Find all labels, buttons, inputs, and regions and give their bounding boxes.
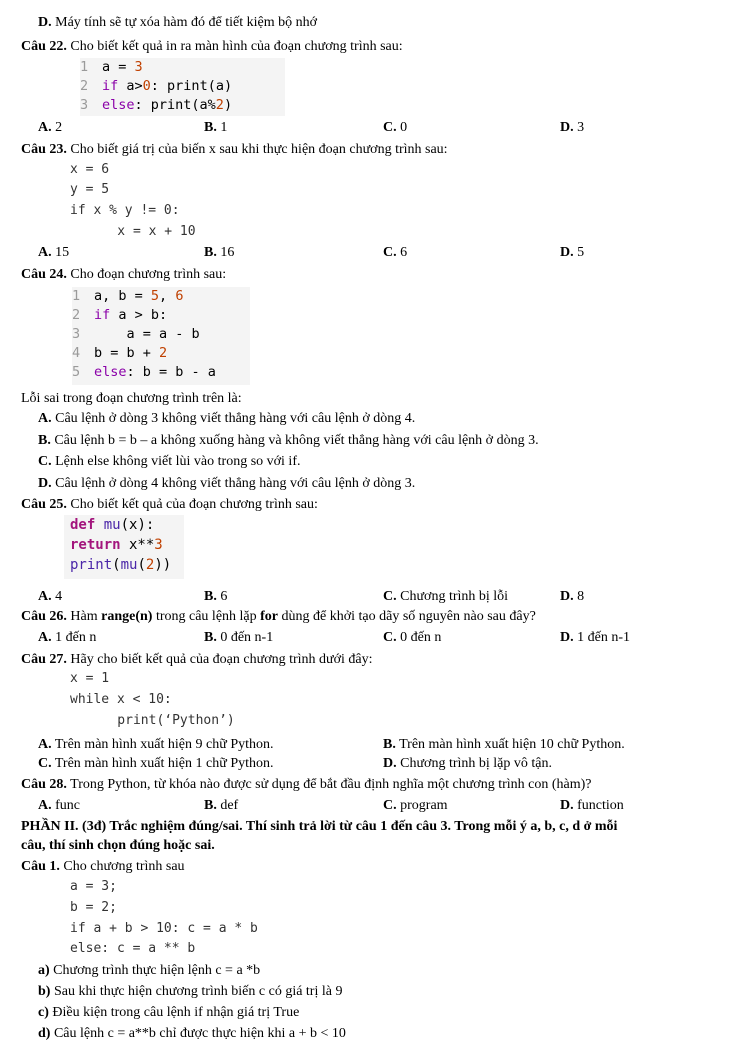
question-label: Câu 26. — [21, 609, 67, 624]
question-text: Hãy cho biết kết quả của đoạn chương trình dưới đây: — [70, 652, 373, 667]
q25-option-a: A. 4 — [38, 589, 63, 604]
code-line: 4 b = b + 2 — [72, 345, 168, 361]
code-line: while x < 10: — [70, 692, 172, 707]
code-line: print(‘Python’) — [86, 713, 235, 728]
question-26: Câu 26. Hàm range(n) trong câu lệnh lặp for dùng để khởi tạo dãy số nguyên nào sau đây? — [21, 609, 536, 624]
code-line: 1 a, b = 5, 6 — [72, 288, 184, 304]
question-23 — [21, 142, 448, 158]
q23-option-d: D. 5 — [560, 245, 585, 260]
question-22 — [21, 39, 403, 55]
code-line: 3 else: print(a%2) — [80, 97, 233, 113]
code-line: b = 2; — [70, 900, 117, 915]
question-27 — [21, 652, 373, 668]
p2q1-item-a: a) Chương trình thực hiện lệnh c = a *b — [38, 963, 261, 978]
q27-option-d: D. Chương trình bị lặp vô tận. — [383, 756, 552, 771]
q27-option-a: A. Trên màn hình xuất hiện 9 chữ Python. — [38, 737, 274, 752]
question-label: Câu 1. — [21, 859, 60, 874]
question-text: Cho biết giá trị của biến x sau khi thực hiện đoạn chương trình sau: — [70, 142, 448, 157]
q23-option-a: A. 15 — [38, 245, 70, 260]
q26-option-a: A. 1 đến n — [38, 630, 97, 645]
q26-option-c: C. 0 đến n — [383, 630, 442, 645]
code-block-q22 — [80, 58, 285, 116]
code-line: x = x + 10 — [86, 224, 196, 239]
option-letter: D. — [38, 15, 52, 30]
q22-option-c: C. 0 — [383, 120, 408, 135]
code-line: print(mu(2)) — [70, 557, 172, 573]
q24-option-b: B. Câu lệnh b = b – a không xuống hàng và không viết thẳng hàng với câu lệnh ở dòng 3. — [38, 433, 539, 448]
q21-option-d — [38, 15, 317, 31]
code-block-q24 — [72, 287, 250, 385]
option-text: Máy tính sẽ tự xóa hàm đó để tiết kiệm bộ nhớ — [55, 15, 318, 30]
q26-option-d: D. 1 đến n-1 — [560, 630, 631, 645]
code-line: x = 6 — [70, 162, 110, 177]
q26-option-b: B. 0 đến n-1 — [204, 630, 274, 645]
q23-option-c: C. 6 — [383, 245, 408, 260]
code-line: 1 a = 3 — [80, 59, 143, 75]
code-line: else: c = a ** b — [70, 941, 196, 956]
part2-question-1 — [21, 859, 185, 875]
q28-option-b: B. def — [204, 798, 239, 813]
p2q1-item-d: d) Câu lệnh c = a**b chỉ được thực hiện khi a + b < 10 — [38, 1026, 346, 1041]
question-28 — [21, 777, 592, 793]
code-line: if a + b > 10: c = a * b — [70, 921, 258, 936]
question-label: Câu 27. — [21, 652, 67, 667]
question-text: Trong Python, từ khóa nào được sử dụng để bắt đầu định nghĩa một chương trình con (hàm)? — [70, 777, 592, 792]
question-text: Cho đoạn chương trình sau: — [70, 267, 227, 282]
code-line: return x**3 — [70, 537, 163, 553]
q24-option-a: A. Câu lệnh ở dòng 3 không viết thẳng hàng với câu lệnh ở dòng 4. — [38, 411, 416, 426]
code-block-q25 — [64, 515, 184, 579]
question-text: Cho chương trình sau — [63, 859, 185, 874]
question-text: Cho biết kết quả in ra màn hình của đoạn chương trình sau: — [70, 39, 403, 54]
code-line: 5 else: b = b - a — [72, 364, 216, 380]
question-label: Câu 24. — [21, 267, 67, 282]
question-label: Câu 23. — [21, 142, 67, 157]
code-line: x = 1 — [70, 671, 110, 686]
q24-option-c: C. Lệnh else không viết lùi vào trong so với if. — [38, 454, 301, 469]
code-line: a = 3; — [70, 879, 117, 894]
question-label: Câu 22. — [21, 39, 67, 54]
q25-option-d: D. 8 — [560, 589, 585, 604]
code-line: 3 a = a - b — [72, 326, 200, 342]
q22-option-d: D. 3 — [560, 120, 585, 135]
q23-option-b: B. 16 — [204, 245, 235, 260]
p2q1-item-c: c) Điều kiện trong câu lệnh if nhận giá trị True — [38, 1005, 300, 1020]
p2q1-item-b: b) Sau khi thực hiện chương trình biến c có giá trị là 9 — [38, 984, 343, 999]
question-text: Cho biết kết quả của đoạn chương trình sau: — [70, 497, 318, 512]
question-label: Câu 28. — [21, 777, 67, 792]
q28-option-c: C. program — [383, 798, 448, 813]
q24-prompt: Lỗi sai trong đoạn chương trình trên là: — [21, 391, 242, 406]
q25-option-b: B. 6 — [204, 589, 228, 604]
part2-title-cont: câu, thí sinh chọn đúng hoặc sai. — [21, 838, 215, 853]
question-label: Câu 25. — [21, 497, 67, 512]
code-line: y = 5 — [70, 182, 110, 197]
q25-option-c: C. Chương trình bị lỗi — [383, 589, 509, 604]
code-line: 2 if a>0: print(a) — [80, 78, 233, 94]
q22-option-b: B. 1 — [204, 120, 228, 135]
q27-option-b: B. Trên màn hình xuất hiện 10 chữ Python. — [383, 737, 625, 752]
q24-option-d: D. Câu lệnh ở dòng 4 không viết thẳng hàng với câu lệnh ở dòng 3. — [38, 476, 416, 491]
q28-option-d: D. function — [560, 798, 624, 813]
q27-option-c: C. Trên màn hình xuất hiện 1 chữ Python. — [38, 756, 274, 771]
question-24 — [21, 267, 226, 283]
code-line: if x % y != 0: — [70, 203, 180, 218]
part2-title: PHẦN II. (3đ) Trắc nghiệm đúng/sai. Thí sinh trả lời từ câu 1 đến câu 3. Trong mỗi ý a, b, c, d ở mỗi — [21, 819, 618, 834]
code-line: 2 if a > b: — [72, 307, 168, 323]
question-25 — [21, 497, 318, 513]
code-line: def mu(x): — [70, 517, 155, 533]
q22-option-a: A. 2 — [38, 120, 63, 135]
q28-option-a: A. func — [38, 798, 81, 813]
